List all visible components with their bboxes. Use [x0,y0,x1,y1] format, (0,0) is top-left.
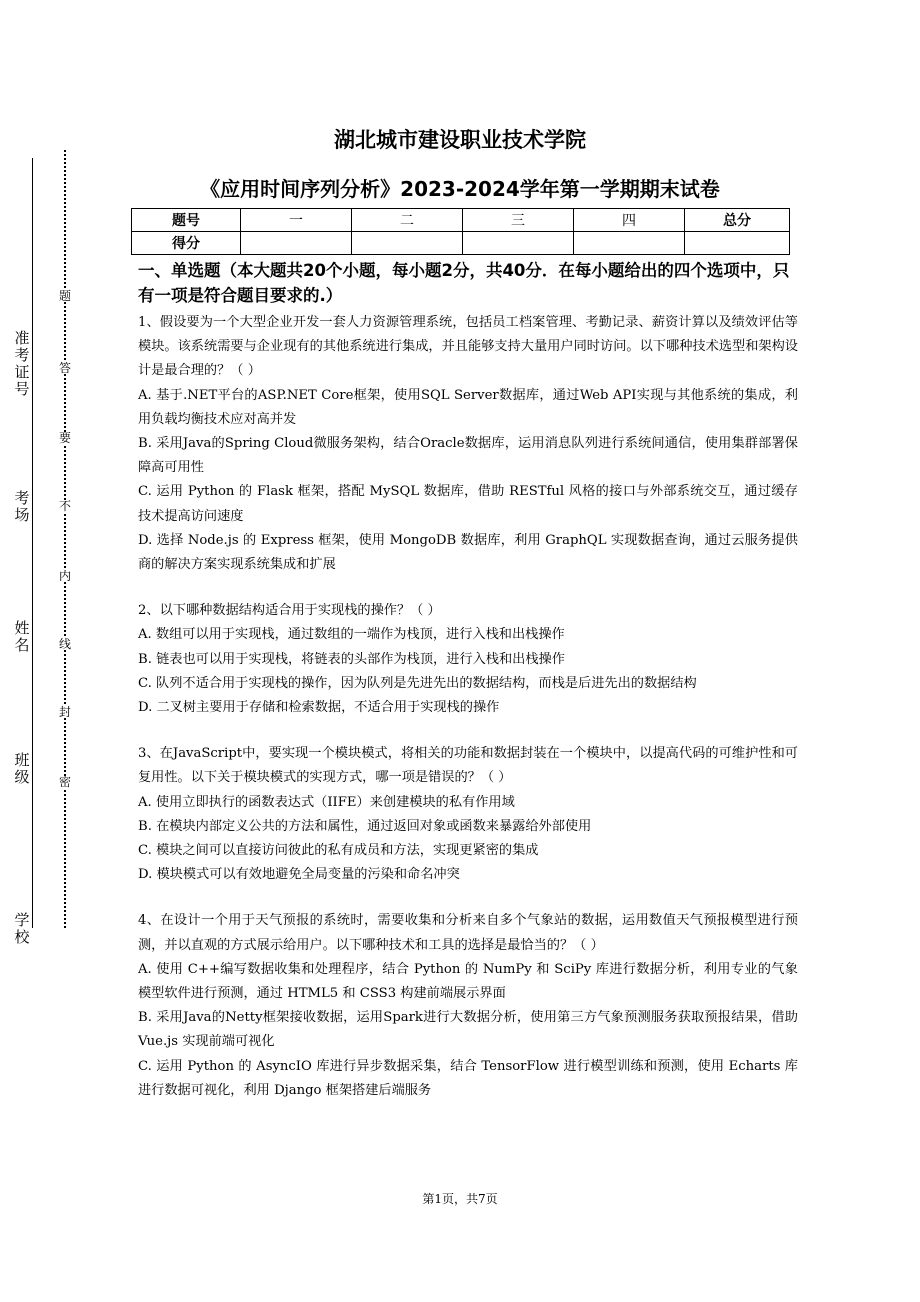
question-option: A. 使用 C++编写数据收集和处理程序，结合 Python 的 NumPy 和 SciPy 库进行数据分析，利用专业的气象模型软件进行预测，通过 HTML5 和 CSS3 构建前端展示界面 [138,961,798,1002]
section-title: 一、单选题（本大题共20个小题，每小题2分，共40分．在每小题给出的四个选项中，只有一项是符合题目要求的.） [138,261,790,305]
score-cell: 总分 [685,209,790,232]
school-name: 湖北城市建设职业技术学院 [334,128,586,152]
score-cell: 二 [352,209,463,232]
label-name: 姓名 [14,619,30,654]
score-input-cell[interactable] [685,232,790,255]
question-option: C. 运用 Python 的 Flask 框架，搭配 MySQL 数据库，借助 RESTful 风格的接口与外部系统交互，通过缓存技术提高访问速度 [138,484,798,524]
score-row-label: 得分 [132,232,241,255]
score-table [131,208,790,255]
score-cell: 三 [463,209,574,232]
seal-word: 答 [58,361,71,375]
question-stem: 4、在设计一个用于天气预报的系统时，需要收集和分析来自多个气象站的数据，运用数值天气预报模型进行预测，并以直观的方式展示给用户。以下哪种技术和工具的选择是最恰当的？（ ） [138,913,798,953]
score-cell: 题号 [132,209,241,232]
score-input-cell[interactable] [463,232,574,255]
question [138,311,798,577]
question-stem: 1、假设要为一个大型企业开发一套人力资源管理系统，包括员工档案管理、考勤记录、薪资计算以及绩效评估等模块。该系统需要与企业现有的其他系统进行集成，并且能够支持大量用户同时访问。以下哪种技术选型和架构设计是最合理的？（ ） [138,315,798,379]
question-option: A. 数组可以用于实现栈，通过数组的一端作为栈顶，进行入栈和出栈操作 [138,627,565,643]
question-stem: 2、以下哪种数据结构适合用于实现栈的操作？（ ） [138,603,441,619]
question [138,599,798,720]
binding-solid-line [32,158,33,928]
seal-word: 题 [58,289,71,303]
question-option: B. 采用Java的Netty框架接收数据，运用Spark进行大数据分析，使用第三方气象预测服务获取预报结果，借助 Vue.js 实现前端可视化 [138,1010,798,1050]
question-option: A. 使用立即执行的函数表达式（IIFE）来创建模块的私有作用域 [138,794,515,810]
question [138,742,798,887]
seal-word: 内 [58,569,71,583]
question-option: C. 运用 Python 的 AsyncIO 库进行异步数据采集，结合 TensorFlow 进行模型训练和预测，使用 Echarts 库进行数据可视化，利用 Django 框架搭建后端服务 [138,1058,798,1098]
score-table-header-row [132,209,790,232]
exam-title: 《应用时间序列分析》2023-2024学年第一学期期末试卷 [200,177,720,201]
score-input-cell[interactable] [352,232,463,255]
seal-word: 线 [58,637,71,651]
question-option: B. 链表也可以用于实现栈，将链表的头部作为栈顶，进行入栈和出栈操作 [138,651,565,667]
seal-word: 要 [58,431,71,445]
label-class: 班级 [14,751,30,786]
question-option: C. 队列不适合用于实现栈的操作，因为队列是先进先出的数据结构，而栈是后进先出的数据结构 [138,675,697,691]
exam-content [138,258,798,1125]
score-input-cell[interactable] [574,232,685,255]
score-cell: 四 [574,209,685,232]
seal-word: 密 [58,775,71,789]
seal-word: 不 [58,499,71,513]
question-option: D. 模块模式可以有效地避免全局变量的污染和命名冲突 [138,867,460,883]
question-option: B. 采用Java的Spring Cloud微服务架构，结合Oracle数据库，运用消息队列进行系统间通信，使用集群部署保障高可用性 [138,436,798,476]
label-exam-number: 准考证号 [14,329,30,398]
question-option: C. 模块之间可以直接访问彼此的私有成员和方法，实现更紧密的集成 [138,843,539,859]
question-stem: 3、在JavaScript中，要实现一个模块模式，将相关的功能和数据封装在一个模块中，以提高代码的可维护性和可复用性。以下关于模块模式的实现方式，哪一项是错误的？（ ） [138,746,798,786]
question-option: A. 基于.NET平台的ASP.NET Core框架，使用SQL Server数据库，通过Web API实现与其他系统的集成，利用负载均衡技术应对高并发 [138,387,798,427]
question [138,909,798,1103]
question-option: B. 在模块内部定义公共的方法和属性，通过返回对象或函数来暴露给外部使用 [138,818,592,834]
binding-dotted-line [64,150,66,928]
label-exam-room: 考场 [14,489,30,524]
question-option: D. 二叉树主要用于存储和检索数据，不适合用于实现栈的操作 [138,700,500,716]
score-input-cell[interactable] [241,232,352,255]
score-cell: 一 [241,209,352,232]
label-school: 学校 [14,911,30,946]
score-table-score-row [132,232,790,255]
page-number: 第1页，共7页 [422,1192,498,1206]
seal-word: 封 [58,705,71,719]
question-option: D. 选择 Node.js 的 Express 框架，使用 MongoDB 数据库，利用 GraphQL 实现数据查询，通过云服务提供商的解决方案实现系统集成和扩展 [138,532,798,573]
